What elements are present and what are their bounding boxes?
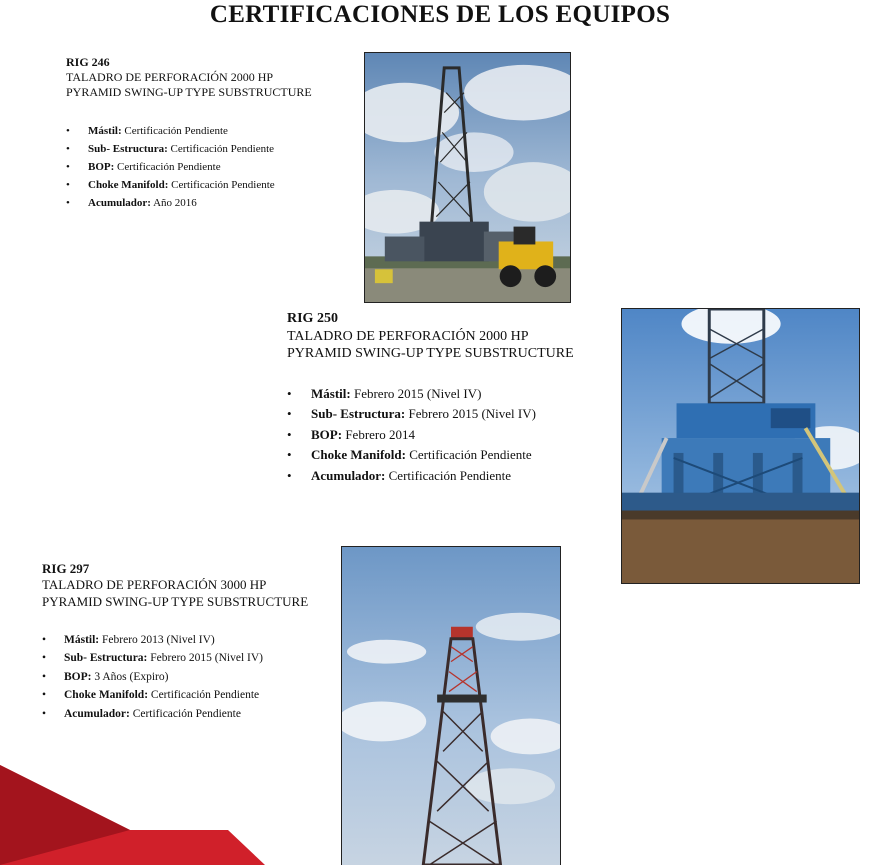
bullet-icon: • (66, 161, 70, 173)
rig-name: RIG 297 (42, 561, 90, 576)
bullet-icon: • (287, 426, 292, 442)
rig-250-section (287, 310, 574, 486)
rig-name: RIG 250 (287, 311, 338, 326)
cert-label: Sub- Estructura: (88, 143, 168, 155)
cert-item-bop (66, 158, 312, 176)
bullet-icon: • (287, 406, 292, 421)
cert-value: Febrero 2013 (Nivel IV) (102, 633, 215, 646)
bullet-icon: • (66, 125, 70, 137)
cert-value: Certificación Pendiente (124, 125, 228, 137)
certification-list (42, 631, 308, 724)
cert-label: Acumulador: (88, 197, 151, 209)
bullet-icon: • (42, 670, 47, 683)
drilling-mast-photo (341, 546, 561, 865)
drilling-rig-photo-art (365, 53, 570, 302)
bullet-icon: • (287, 467, 292, 483)
cert-value: Certificación Pendiente (171, 179, 275, 191)
cert-value: Febrero 2015 (Nivel IV) (408, 406, 536, 421)
cert-value: Certificación Pendiente (117, 161, 221, 173)
rig-description-line1: TALADRO DE PERFORACIÓN 2000 HP (66, 70, 274, 84)
bullet-icon: • (287, 447, 292, 462)
cert-value: Certificación Pendiente (170, 143, 275, 155)
cert-item-subestructura (287, 404, 574, 425)
bullet-icon: • (287, 385, 292, 401)
cert-item-acumulador (287, 466, 574, 487)
cert-item-mastil (66, 122, 312, 140)
cert-label: Mástil: (311, 385, 351, 401)
rig-description-line1: TALADRO DE PERFORACIÓN 3000 HP (42, 577, 267, 593)
rig-246-section (66, 55, 312, 212)
cert-label: Choke Manifold: (88, 179, 169, 191)
cert-item-mastil (42, 631, 308, 650)
cert-value: Febrero 2015 (Nivel IV) (353, 385, 482, 401)
rig-297-section (42, 561, 308, 723)
drilling-rig-photo (364, 52, 571, 303)
bullet-icon: • (66, 179, 70, 191)
cert-label: Choke Manifold: (64, 689, 149, 702)
bullet-icon: • (42, 652, 47, 665)
cert-label: BOP: (88, 161, 115, 173)
cert-value: 3 Años (Expiro) (94, 670, 169, 683)
cert-item-mastil (287, 384, 574, 405)
bullet-icon: • (42, 633, 47, 646)
rig-description-line1: TALADRO DE PERFORACIÓN 2000 HP (287, 328, 529, 344)
drilling-rig-substructure-photo-art (622, 309, 859, 583)
certification-list (66, 122, 312, 212)
cert-item-choke-manifold (66, 176, 312, 194)
cert-item-acumulador (42, 705, 308, 724)
cert-value: Febrero 2014 (345, 426, 415, 442)
rig-description-line2: PYRAMID SWING-UP TYPE SUBSTRUCTURE (287, 346, 574, 361)
cert-item-bop (287, 425, 574, 446)
rig-description-line2: PYRAMID SWING-UP TYPE SUBSTRUCTURE (66, 85, 312, 99)
cert-label: Acumulador: (311, 467, 386, 483)
cert-item-choke-manifold (287, 445, 574, 466)
certification-list (287, 384, 574, 487)
cert-label: Mástil: (88, 125, 122, 137)
bullet-icon: • (66, 197, 70, 209)
cert-label: Sub- Estructura: (64, 652, 148, 665)
rig-name: RIG 246 (66, 55, 110, 69)
red-corner-decoration (0, 765, 270, 865)
cert-label: Acumulador: (64, 707, 130, 720)
cert-value: Certificación Pendiente (150, 689, 260, 702)
bullet-icon: • (66, 143, 70, 155)
cert-value: Certificación Pendiente (132, 707, 241, 720)
cert-label: BOP: (311, 426, 343, 442)
drilling-mast-photo-art (342, 547, 560, 865)
cert-value: Certificación Pendiente (409, 447, 532, 462)
cert-item-subestructura (66, 140, 312, 158)
cert-value: Febrero 2015 (Nivel IV) (150, 652, 263, 665)
cert-value: Certificación Pendiente (388, 467, 512, 483)
rig-description-line2: PYRAMID SWING-UP TYPE SUBSTRUCTURE (42, 593, 309, 609)
cert-item-subestructura (42, 649, 308, 668)
bullet-icon: • (42, 707, 47, 720)
cert-item-choke-manifold (42, 686, 308, 705)
drilling-rig-substructure-photo (621, 308, 860, 584)
page-title: CERTIFICACIONES DE LOS EQUIPOS (209, 1, 671, 28)
cert-label: BOP: (64, 670, 92, 683)
cert-label: Sub- Estructura: (311, 406, 406, 421)
cert-label: Choke Manifold: (311, 447, 406, 462)
bullet-icon: • (42, 689, 47, 702)
cert-label: Mástil: (64, 633, 100, 646)
cert-item-acumulador (66, 194, 312, 212)
cert-item-bop (42, 668, 308, 687)
cert-value: Año 2016 (153, 197, 197, 209)
